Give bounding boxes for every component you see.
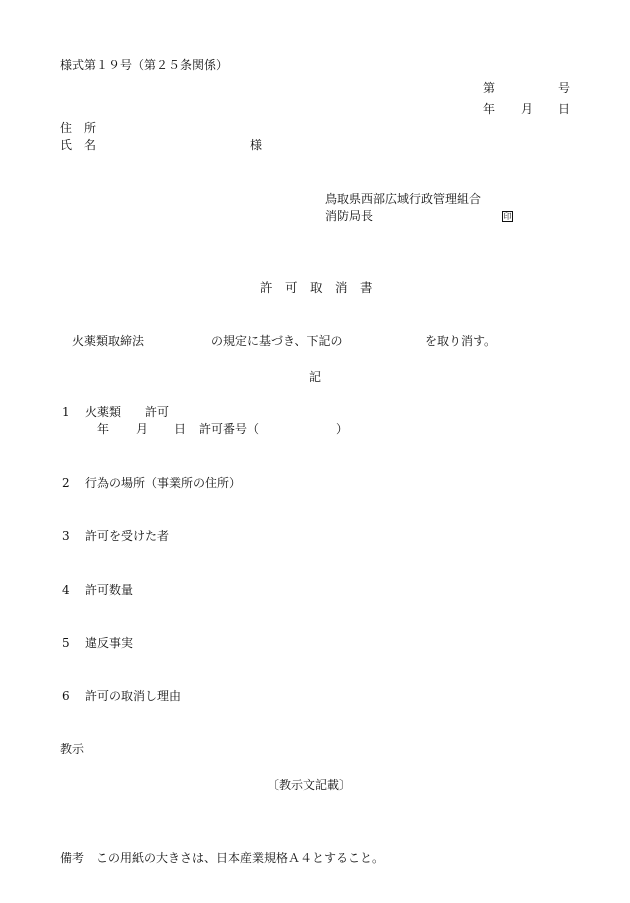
item-4-number: 4 xyxy=(62,583,70,597)
body-revoke: を取り消す。 xyxy=(425,334,497,348)
recipient-honorific: 様 xyxy=(250,138,263,152)
ki-heading: 記 xyxy=(309,370,322,384)
date-month: 月 xyxy=(521,102,534,116)
item-1-permit-number: 許可番号（ xyxy=(199,422,260,436)
body-law: 火薬類取締法 xyxy=(72,334,145,348)
issuer-organization: 鳥取県西部広域行政管理組合 xyxy=(325,192,482,206)
item-1-close-paren: ） xyxy=(336,422,349,436)
item-5-number: 5 xyxy=(62,636,70,650)
item-1-label: 火薬類 許可 xyxy=(85,405,170,419)
item-1-month: 月 xyxy=(136,422,149,436)
item-6-number: 6 xyxy=(62,689,70,703)
item-4-label: 許可数量 xyxy=(85,583,134,597)
item-3-label: 許可を受けた者 xyxy=(85,529,170,543)
recipient-address-label: 住 所 xyxy=(60,121,97,135)
item-1-number: 1 xyxy=(62,405,70,419)
instruction-text: 〔教示文記載〕 xyxy=(267,778,352,792)
date-year: 年 xyxy=(483,102,496,116)
recipient-name-label: 氏 名 xyxy=(60,138,97,152)
form-number: 様式第１９号（第２５条関係） xyxy=(60,58,229,72)
issuer-title: 消防局長 xyxy=(325,209,374,223)
body-provision: の規定に基づき、下記の xyxy=(211,334,343,348)
item-3-number: 3 xyxy=(62,529,70,543)
item-1-day: 日 xyxy=(174,422,187,436)
item-2-number: 2 xyxy=(62,476,70,490)
doc-number-dai: 第 xyxy=(483,81,496,95)
remarks-note: 備考 この用紙の大きさは、日本産業規格Ａ４とすること。 xyxy=(60,851,385,865)
document-title: 許 可 取 消 書 xyxy=(260,280,373,295)
item-6-label: 許可の取消し理由 xyxy=(85,689,182,703)
instruction-label: 教示 xyxy=(60,742,85,756)
date-day: 日 xyxy=(558,102,571,116)
doc-number-go: 号 xyxy=(558,81,571,95)
item-2-label: 行為の場所（事業所の住所） xyxy=(85,476,242,490)
item-1-year: 年 xyxy=(97,422,110,436)
seal-mark: 印 xyxy=(503,212,512,221)
item-5-label: 違反事実 xyxy=(85,636,134,650)
